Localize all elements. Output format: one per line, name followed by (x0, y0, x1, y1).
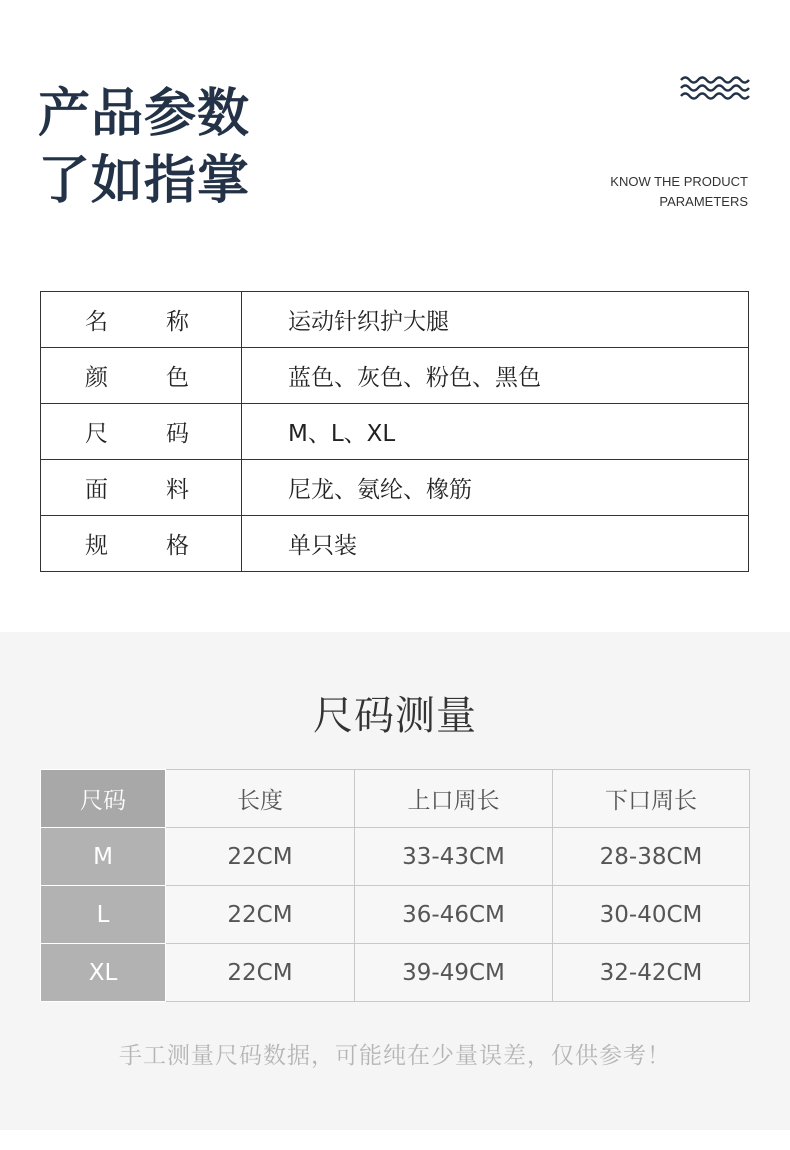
size-row (41, 944, 750, 1002)
param-label-char-2: 料 (166, 477, 189, 503)
size-label-cell: M (41, 828, 166, 886)
param-label (41, 460, 242, 516)
param-label-char-2: 码 (166, 421, 189, 447)
param-value: M、L、XL (242, 404, 749, 460)
size-table (40, 769, 750, 1002)
title-line-2: 了如指掌 (38, 151, 251, 211)
param-label-char-1: 面 (85, 477, 108, 503)
param-row (41, 460, 749, 516)
param-value: 单只装 (242, 516, 749, 572)
size-value-cell: 33-43CM (355, 828, 553, 886)
size-value-cell: 32-42CM (553, 944, 750, 1002)
english-subtitle-line-1: KNOW THE PRODUCT (610, 174, 748, 189)
parameters-table (40, 291, 749, 572)
title-line-1: 产品参数 (38, 84, 251, 144)
param-value: 蓝色、灰色、粉色、黑色 (242, 348, 749, 404)
param-value: 运动针织护大腿 (242, 292, 749, 348)
param-label-char-1: 名 (85, 309, 108, 335)
param-row (41, 516, 749, 572)
size-section-title: 尺码测量 (313, 693, 477, 739)
param-label (41, 292, 242, 348)
param-label-char-1: 颜 (85, 365, 108, 391)
measurement-note: 手工测量尺码数据，可能纯在少量误差，仅供参考！ (119, 1043, 671, 1069)
size-value-cell: 39-49CM (355, 944, 553, 1002)
size-value-cell: 22CM (166, 828, 355, 886)
param-label (41, 516, 242, 572)
param-row (41, 348, 749, 404)
size-header-cell: 上口周长 (355, 770, 553, 828)
size-header-cell: 长度 (166, 770, 355, 828)
size-table-header (41, 770, 750, 828)
english-subtitle-line-2: PARAMETERS (659, 194, 748, 209)
param-label (41, 348, 242, 404)
size-value-cell: 30-40CM (553, 886, 750, 944)
size-label-cell: XL (41, 944, 166, 1002)
waves-icon (680, 74, 750, 104)
param-row (41, 292, 749, 348)
size-value-cell: 22CM (166, 944, 355, 1002)
param-label-char-2: 格 (166, 533, 189, 559)
param-value: 尼龙、氨纶、橡筋 (242, 460, 749, 516)
size-value-cell: 28-38CM (553, 828, 750, 886)
param-label-char-1: 尺 (85, 421, 108, 447)
param-label-char-2: 色 (166, 365, 189, 391)
param-label (41, 404, 242, 460)
english-subtitle (610, 172, 748, 212)
param-label-char-1: 规 (85, 533, 108, 559)
size-measure-section (0, 632, 790, 1130)
size-header-cell: 下口周长 (553, 770, 750, 828)
param-label-char-2: 称 (166, 309, 189, 335)
size-header-cell: 尺码 (41, 770, 166, 828)
size-value-cell: 36-46CM (355, 886, 553, 944)
size-row (41, 828, 750, 886)
param-row (41, 404, 749, 460)
size-label-cell: L (41, 886, 166, 944)
size-value-cell: 22CM (166, 886, 355, 944)
size-row (41, 886, 750, 944)
